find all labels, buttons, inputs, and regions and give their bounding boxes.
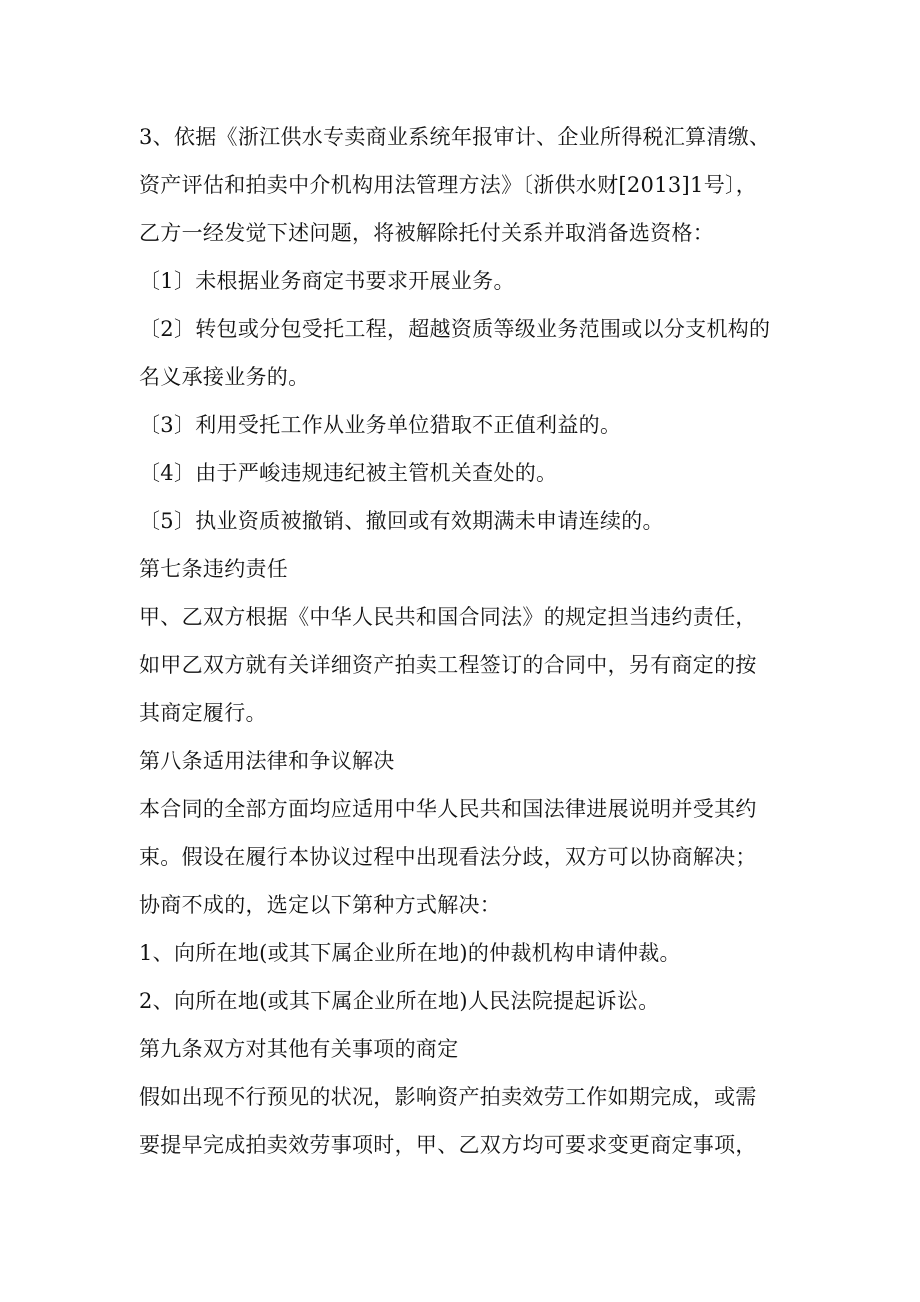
paragraph-line: 其商定履行。 [139, 701, 267, 725]
section-heading: 第七条违约责任 [139, 557, 289, 581]
paragraph-line: 假如出现不行预见的状况，影响资产拍卖效劳工作如期完成，或需 [139, 1085, 757, 1109]
paragraph-line: 要提早完成拍卖效劳事项时，甲、乙双方均可要求变更商定事项， [139, 1133, 757, 1157]
paragraph-line: 资产评估和拍卖中介机构用法管理方法》〔浙供水财[2013]1号〕， [139, 173, 758, 197]
list-item: 〔5〕执业资质被撤销、撤回或有效期满未申请连续的。 [139, 509, 664, 533]
list-item: 2、向所在地(或其下属企业所在地)人民法院提起诉讼。 [139, 989, 660, 1013]
paragraph-line: 名义承接业务的。 [139, 365, 310, 389]
paragraph-line: 束。假设在履行本协议过程中出现看法分歧，双方可以协商解决； [139, 845, 757, 869]
section-heading: 第八条适用法律和争议解决 [139, 749, 395, 773]
section-heading: 第九条双方对其他有关事项的商定 [139, 1037, 459, 1061]
paragraph-line: 协商不成的，选定以下第种方式解决： [139, 893, 502, 917]
list-item: 〔3〕利用受托工作从业务单位猎取不正值利益的。 [139, 413, 622, 437]
document-body [139, 113, 789, 1169]
list-item: 〔1〕未根据业务商定书要求开展业务。 [139, 269, 515, 293]
paragraph-line: 3、依据《浙江供水专卖商业系统年报审计、企业所得税汇算清缴、 [139, 125, 771, 149]
list-item: 〔2〕转包或分包受托工程，超越资质等级业务范围或以分支机构的 [139, 317, 771, 341]
paragraph-line: 如甲乙双方就有关详细资产拍卖工程签订的合同中，另有商定的按 [139, 653, 757, 677]
list-item: 〔4〕由于严峻违规违纪被主管机关查处的。 [139, 461, 558, 485]
paragraph-line: 乙方一经发觉下述问题，将被解除托付关系并取消备选资格： [139, 221, 715, 245]
paragraph-line: 甲、乙双方根据《中华人民共和国合同法》的规定担当违约责任， [139, 605, 757, 629]
paragraph-line: 本合同的全部方面均应适用中华人民共和国法律进展说明并受其约 [139, 797, 757, 821]
list-item: 1、向所在地(或其下属企业所在地)的仲裁机构申请仲裁。 [139, 941, 681, 965]
